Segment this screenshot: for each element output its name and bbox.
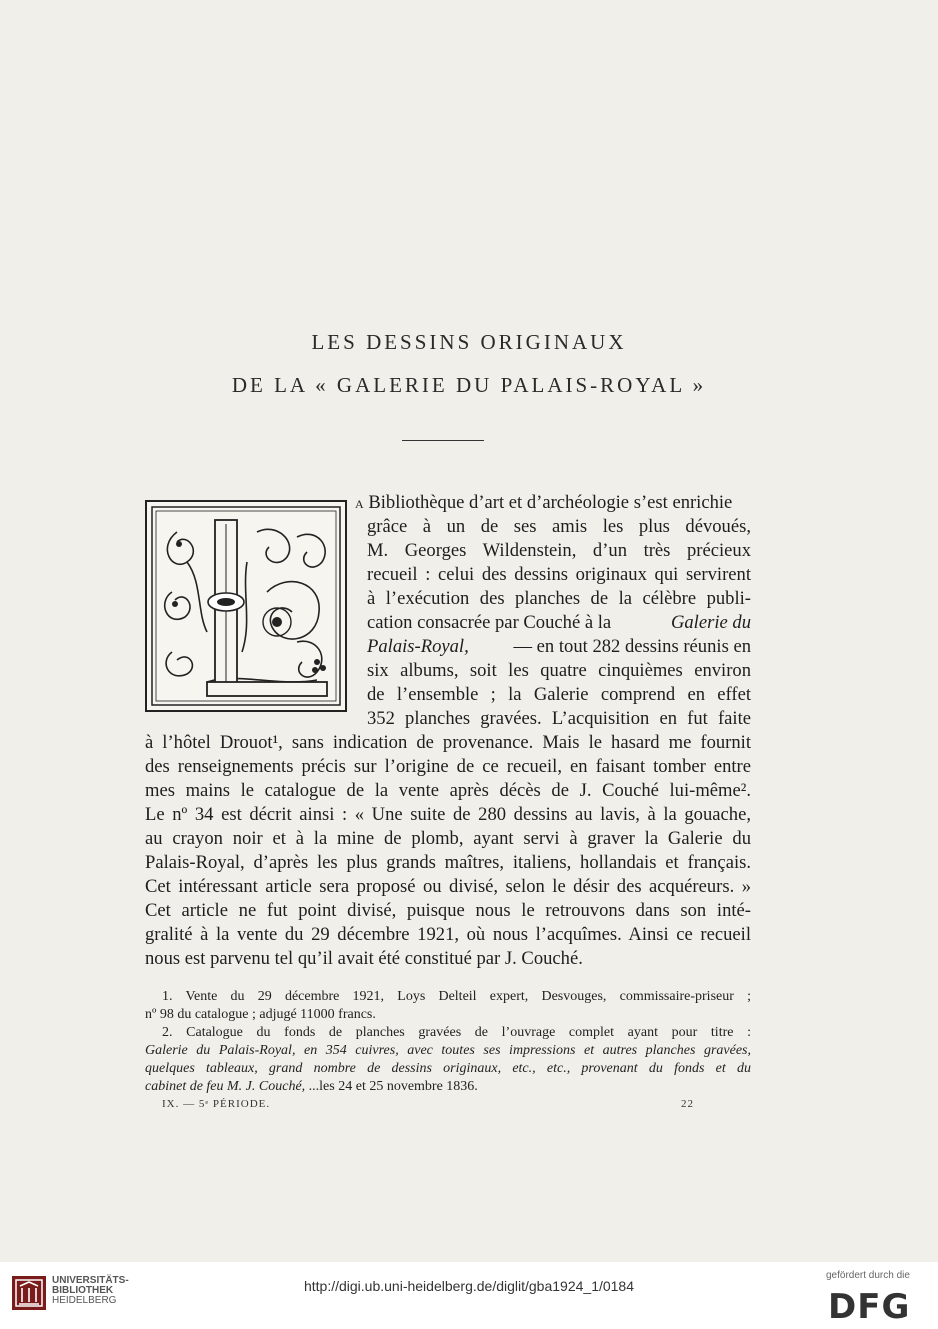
- body-line: nous est parvenu tel qu’il avait été constitué par J. Couché.: [145, 948, 583, 969]
- body-line-text: — en tout 282 dessins réunis en: [513, 636, 751, 657]
- body-line: recueil : celui des dessins originaux qui servirent: [367, 564, 751, 585]
- body-line: à l’exécution des planches de la célèbre publi-: [367, 588, 751, 609]
- footnote-1-cont: nº 98 du catalogue ; adjugé 11000 francs.: [145, 1007, 376, 1022]
- permalink-url[interactable]: http://digi.ub.uni-heidelberg.de/diglit/gba1924_1/0184: [303, 1278, 635, 1294]
- body-line: [367, 636, 751, 658]
- footnote-2-cont: Galerie du Palais-Royal, en 354 cuivres, avec toutes ses impressions et autres planches gravées,: [145, 1043, 751, 1058]
- footnote-text: ...les 24 et 25 novembre 1836.: [308, 1079, 478, 1094]
- viewer-footer-bar: [0, 1262, 938, 1329]
- body-line: [367, 612, 751, 634]
- body-line: Palais-Royal, d’après les plus grands maîtres, italiens, hollandais et français.: [145, 852, 751, 873]
- dfg-logo[interactable]: DFG: [828, 1287, 911, 1327]
- body-line: Cet intéressant article sera proposé ou divisé, selon le désir des acquéreurs. »: [145, 876, 751, 897]
- body-line-text: cation consacrée par Couché à la: [367, 612, 612, 633]
- italic-work-title: Palais-Royal,: [367, 636, 469, 657]
- body-line-text: Bibliothèque d’art et d’archéologie s’est enrichie: [368, 492, 733, 513]
- body-line: six albums, soit les quatre cinquièmes environ: [367, 660, 751, 681]
- body-line: de l’ensemble ; la Galerie comprend en effet: [367, 684, 751, 705]
- body-line: Cet article ne fut point divisé, puisque nous le retrouvons dans son inté-: [145, 900, 751, 921]
- italic-work-title: Galerie du: [670, 612, 751, 633]
- page-number: 22: [681, 1098, 694, 1110]
- library-line: UNIVERSITÄTS-: [52, 1275, 129, 1286]
- footnote-italic: cabinet de feu M. J. Couché,: [145, 1079, 306, 1094]
- body-line: M. Georges Wildenstein, d’un très précieux: [367, 540, 751, 561]
- footnote-2-cont: [145, 1078, 478, 1096]
- body-line: [355, 492, 732, 515]
- body-line: à l’hôtel Drouot¹, sans indication de provenance. Mais le hasard me fournit: [145, 732, 751, 753]
- body-line: 352 planches gravées. L’acquisition en fut faite: [367, 708, 751, 729]
- dropcap-letter-suffix: A: [355, 497, 364, 511]
- library-line: HEIDELBERG: [52, 1295, 117, 1306]
- footnote-2: 2. Catalogue du fonds de planches gravées de l’ouvrage complet ayant pour titre :: [162, 1025, 751, 1040]
- body-line: des renseignements précis sur l’origine de ce recueil, en faisant tomber entre: [145, 756, 751, 777]
- library-line: BIBLIOTHEK: [52, 1285, 114, 1296]
- body-line: mes mains le catalogue de la vente après décès de J. Couché lui-même².: [145, 780, 751, 801]
- article-title-line-2: DE LA « GALERIE DU PALAIS-ROYAL »: [231, 373, 707, 397]
- body-line: au crayon noir et à la mine de plomb, ayant servi à graver la Galerie du: [145, 828, 751, 849]
- running-footer-left: IX. — 5ᵉ PÉRIODE.: [162, 1098, 271, 1110]
- body-line: grâce à un de ses amis les plus dévoués,: [367, 516, 751, 537]
- article-title-line-1: LES DESSINS ORIGINAUX: [311, 330, 627, 354]
- body-line: Le nº 34 est décrit ainsi : « Une suite de 280 dessins au lavis, à la gouache,: [145, 804, 751, 825]
- footnote-2-cont: quelques tableaux, grand nombre de dessins originaux, etc., etc., provenant du fonds et du: [145, 1061, 751, 1076]
- body-line: gralité à la vente du 29 décembre 1921, où nous l’acquîmes. Ainsi ce recueil: [145, 924, 751, 945]
- footnote-1: 1. Vente du 29 décembre 1921, Loys Delteil expert, Desvouges, commissaire-priseur ;: [162, 989, 751, 1004]
- funder-note: gefördert durch die: [826, 1270, 910, 1281]
